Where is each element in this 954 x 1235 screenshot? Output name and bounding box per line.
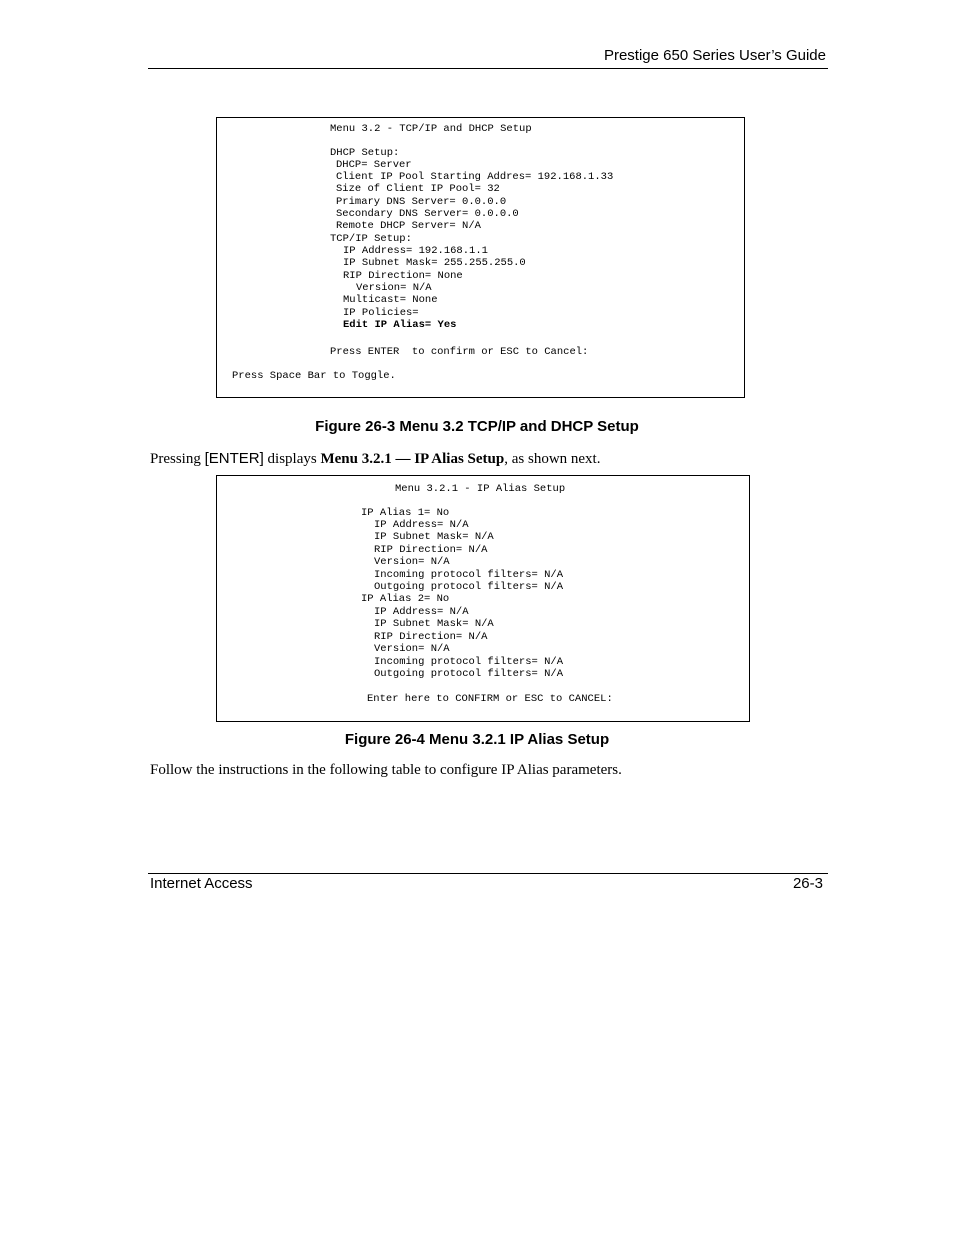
screen-line: IP Address= N/A <box>374 519 469 531</box>
screen-line: RIP Direction= None <box>343 270 463 282</box>
screen-line: Client IP Pool Starting Addres= 192.168.1.33 <box>336 171 614 183</box>
screen-line: Menu 3.2 - TCP/IP and DHCP Setup <box>330 123 532 135</box>
screen-line: IP Subnet Mask= N/A <box>374 531 494 543</box>
screen-line: Version= N/A <box>374 643 450 655</box>
screen-line: Outgoing protocol filters= N/A <box>374 581 564 593</box>
footer-rule <box>148 873 828 874</box>
screen-line: DHCP= Server <box>336 159 412 171</box>
enter-key: [ENTER] <box>204 450 264 467</box>
header-rule <box>148 68 828 69</box>
screen-line: Version= N/A <box>374 556 450 568</box>
screen-line: Enter here to CONFIRM or ESC to CANCEL: <box>367 693 613 705</box>
footer-page-number: 26-3 <box>792 875 823 892</box>
instructions-paragraph: Follow the instructions in the following table to configure IP Alias parameters. <box>150 762 622 778</box>
screen-line: Primary DNS Server= 0.0.0.0 <box>336 196 507 208</box>
screen-line: TCP/IP Setup: <box>330 233 412 245</box>
screen-line: Incoming protocol filters= N/A <box>374 656 564 668</box>
figure-caption: Figure 26-4 Menu 3.2.1 IP Alias Setup <box>344 731 610 748</box>
figure-screen-ip-alias <box>216 475 750 722</box>
screen-line: Multicast= None <box>343 294 438 306</box>
screen-line: DHCP Setup: <box>330 147 400 159</box>
screen-line: Press Space Bar to Toggle. <box>232 370 396 382</box>
figure-screen-tcpip-dhcp <box>216 117 745 398</box>
screen-line: Edit IP Alias= Yes <box>343 319 457 331</box>
text-span: Pressing <box>150 451 205 467</box>
screen-line: Secondary DNS Server= 0.0.0.0 <box>336 208 519 220</box>
running-header: Prestige 650 Series User’s Guide <box>603 47 826 64</box>
screen-line: Press ENTER to confirm or ESC to Cancel: <box>330 346 589 358</box>
menu-name: Menu 3.2.1 — IP Alias Setup <box>320 451 505 467</box>
screen-line: IP Policies= <box>343 307 419 319</box>
screen-line: IP Alias 2= No <box>361 593 450 605</box>
text-span: displays <box>263 451 321 467</box>
text-span: , as shown next. <box>504 451 601 467</box>
intro-paragraph <box>150 450 600 468</box>
screen-line: IP Address= N/A <box>374 606 469 618</box>
screen-line: RIP Direction= N/A <box>374 544 488 556</box>
screen-line: Outgoing protocol filters= N/A <box>374 668 564 680</box>
screen-line: Menu 3.2.1 - IP Alias Setup <box>395 483 566 495</box>
screen-line: Remote DHCP Server= N/A <box>336 220 481 232</box>
screen-line: RIP Direction= N/A <box>374 631 488 643</box>
footer-section: Internet Access <box>150 875 253 892</box>
screen-line: IP Address= 192.168.1.1 <box>343 245 488 257</box>
screen-line: IP Subnet Mask= 255.255.255.0 <box>343 257 526 269</box>
screen-line: Size of Client IP Pool= 32 <box>336 183 500 195</box>
figure-caption: Figure 26-3 Menu 3.2 TCP/IP and DHCP Setup <box>315 418 639 435</box>
screen-line: Incoming protocol filters= N/A <box>374 569 564 581</box>
screen-line: Version= N/A <box>356 282 432 294</box>
screen-line: IP Alias 1= No <box>361 507 450 519</box>
screen-line: IP Subnet Mask= N/A <box>374 618 494 630</box>
